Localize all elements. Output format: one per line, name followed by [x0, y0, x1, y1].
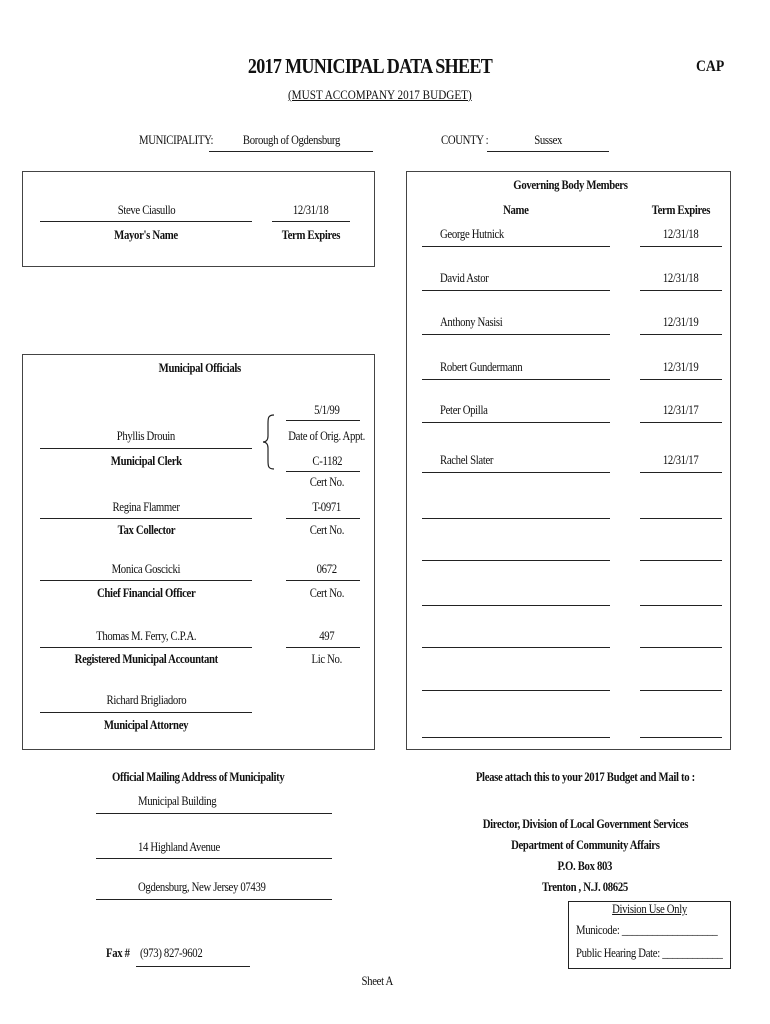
attach-line3: P.O. Box 803	[557, 859, 613, 873]
member-name-line	[422, 334, 610, 335]
mayor-box	[22, 171, 375, 267]
page-subtitle: (MUST ACCOMPANY 2017 BUDGET)	[288, 87, 472, 102]
tax-cert-line	[286, 518, 360, 519]
fax-label: Fax #	[106, 946, 130, 960]
fax-line	[136, 966, 250, 967]
blank-member-name-line[interactable]	[422, 737, 610, 738]
tax-cert-label: Cert No.	[309, 523, 345, 537]
member-term-line	[640, 472, 722, 473]
tax-name: Regina Flammer	[112, 500, 180, 514]
blank-member-term-line[interactable]	[640, 690, 722, 691]
tax-title: Tax Collector	[117, 523, 175, 537]
cap-label: CAP	[696, 58, 725, 75]
rma-lic: 497	[319, 629, 335, 643]
clerk-title: Municipal Clerk	[110, 454, 182, 468]
officials-heading: Municipal Officials	[158, 361, 242, 375]
mailing-line3-rule	[96, 899, 332, 900]
blank-member-term-line[interactable]	[640, 518, 722, 519]
cfo-title: Chief Financial Officer	[96, 586, 196, 600]
mailing-line2-rule	[96, 858, 332, 859]
member-name-line	[422, 379, 610, 380]
attach-heading: Please attach this to your 2017 Budget and Mail to :	[475, 770, 695, 784]
member-name: Rachel Slater	[440, 453, 494, 467]
mayor-term: 12/31/18	[293, 203, 329, 217]
municipality-label: MUNICIPALITY:	[139, 133, 214, 147]
attach-line1: Director, Division of Local Government Services	[482, 817, 688, 831]
member-name-line	[422, 246, 610, 247]
rma-lic-label: Lic No.	[311, 652, 343, 666]
member-term: 12/31/18	[663, 271, 699, 285]
attorney-name: Richard Brigliadoro	[106, 693, 186, 707]
member-name-line	[422, 472, 610, 473]
attorney-title: Municipal Attorney	[103, 718, 189, 732]
rma-lic-line	[286, 647, 360, 648]
member-name: Anthony Nasisi	[440, 315, 503, 329]
mayor-name-label: Mayor's Name	[114, 228, 178, 242]
blank-member-term-line[interactable]	[640, 560, 722, 561]
brace-icon	[262, 414, 276, 470]
governing-term-header: Term Expires	[651, 203, 711, 217]
county-value: Sussex	[534, 133, 562, 147]
blank-member-term-line[interactable]	[640, 605, 722, 606]
blank-member-name-line[interactable]	[422, 647, 610, 648]
member-term-line	[640, 379, 722, 380]
mayor-name: Steve Ciasullo	[117, 203, 175, 217]
public-hearing-field[interactable]: Public Hearing Date: ____________	[576, 946, 723, 960]
clerk-name: Phyllis Drouin	[116, 429, 176, 443]
mailing-line1-rule	[96, 813, 332, 814]
mailing-line1: Municipal Building	[138, 794, 217, 808]
blank-member-term-line[interactable]	[640, 647, 722, 648]
municode-field[interactable]: Municode: ___________________	[576, 923, 718, 937]
blank-member-name-line[interactable]	[422, 560, 610, 561]
member-term-line	[640, 246, 722, 247]
governing-name-header: Name	[503, 203, 529, 217]
member-term: 12/31/17	[663, 453, 699, 467]
clerk-cert-label: Cert No.	[309, 475, 345, 489]
mailing-heading: Official Mailing Address of Municipality	[111, 770, 285, 784]
member-term: 12/31/18	[663, 227, 699, 241]
member-name: George Hutnick	[440, 227, 504, 241]
clerk-cert-line	[286, 471, 360, 472]
cfo-cert: 0672	[316, 562, 338, 576]
member-name: Robert Gundermann	[440, 360, 523, 374]
member-name-line	[422, 422, 610, 423]
clerk-date: 5/1/99	[314, 403, 340, 417]
governing-heading: Governing Body Members	[512, 178, 628, 192]
tax-name-line	[40, 518, 252, 519]
cfo-cert-label: Cert No.	[309, 586, 345, 600]
cfo-cert-line	[286, 580, 360, 581]
sheet-label: Sheet A	[361, 974, 393, 988]
member-name: David Astor	[440, 271, 489, 285]
clerk-name-line	[40, 448, 252, 449]
member-name-line	[422, 290, 610, 291]
member-term: 12/31/19	[663, 315, 699, 329]
rma-title: Registered Municipal Accountant	[74, 652, 218, 666]
division-title: Division Use Only	[612, 902, 687, 916]
member-term: 12/31/19	[663, 360, 699, 374]
rma-name-line	[40, 647, 252, 648]
mailing-line3: Ogdensburg, New Jersey 07439	[138, 880, 266, 894]
blank-member-term-line[interactable]	[640, 737, 722, 738]
county-line	[487, 151, 609, 152]
member-name: Peter Opilla	[440, 403, 488, 417]
attorney-name-line	[40, 712, 252, 713]
clerk-date-label: Date of Orig. Appt.	[288, 429, 366, 443]
blank-member-name-line[interactable]	[422, 605, 610, 606]
clerk-cert: C-1182	[312, 454, 342, 468]
blank-member-name-line[interactable]	[422, 690, 610, 691]
mayor-term-line	[272, 221, 350, 222]
mailing-line2: 14 Highland Avenue	[138, 840, 220, 854]
municipality-value: Borough of Ogdensburg	[242, 133, 340, 147]
member-term-line	[640, 334, 722, 335]
mayor-term-label: Term Expires	[281, 228, 341, 242]
member-term-line	[640, 290, 722, 291]
page-title: 2017 MUNICIPAL DATA SHEET	[247, 54, 493, 78]
rma-name: Thomas M. Ferry, C.P.A.	[95, 629, 197, 643]
cfo-name: Monica Goscicki	[111, 562, 181, 576]
mayor-name-line	[40, 221, 252, 222]
attach-line4: Trenton , N.J. 08625	[542, 880, 628, 894]
cfo-name-line	[40, 580, 252, 581]
tax-cert: T-0971	[312, 500, 342, 514]
fax-value: (973) 827-9602	[140, 946, 203, 960]
county-label: COUNTY :	[441, 133, 489, 147]
municipality-line	[209, 151, 373, 152]
member-term: 12/31/17	[663, 403, 699, 417]
member-term-line	[640, 422, 722, 423]
attach-line2: Department of Community Affairs	[510, 838, 660, 852]
clerk-date-line	[286, 420, 360, 421]
blank-member-name-line[interactable]	[422, 518, 610, 519]
